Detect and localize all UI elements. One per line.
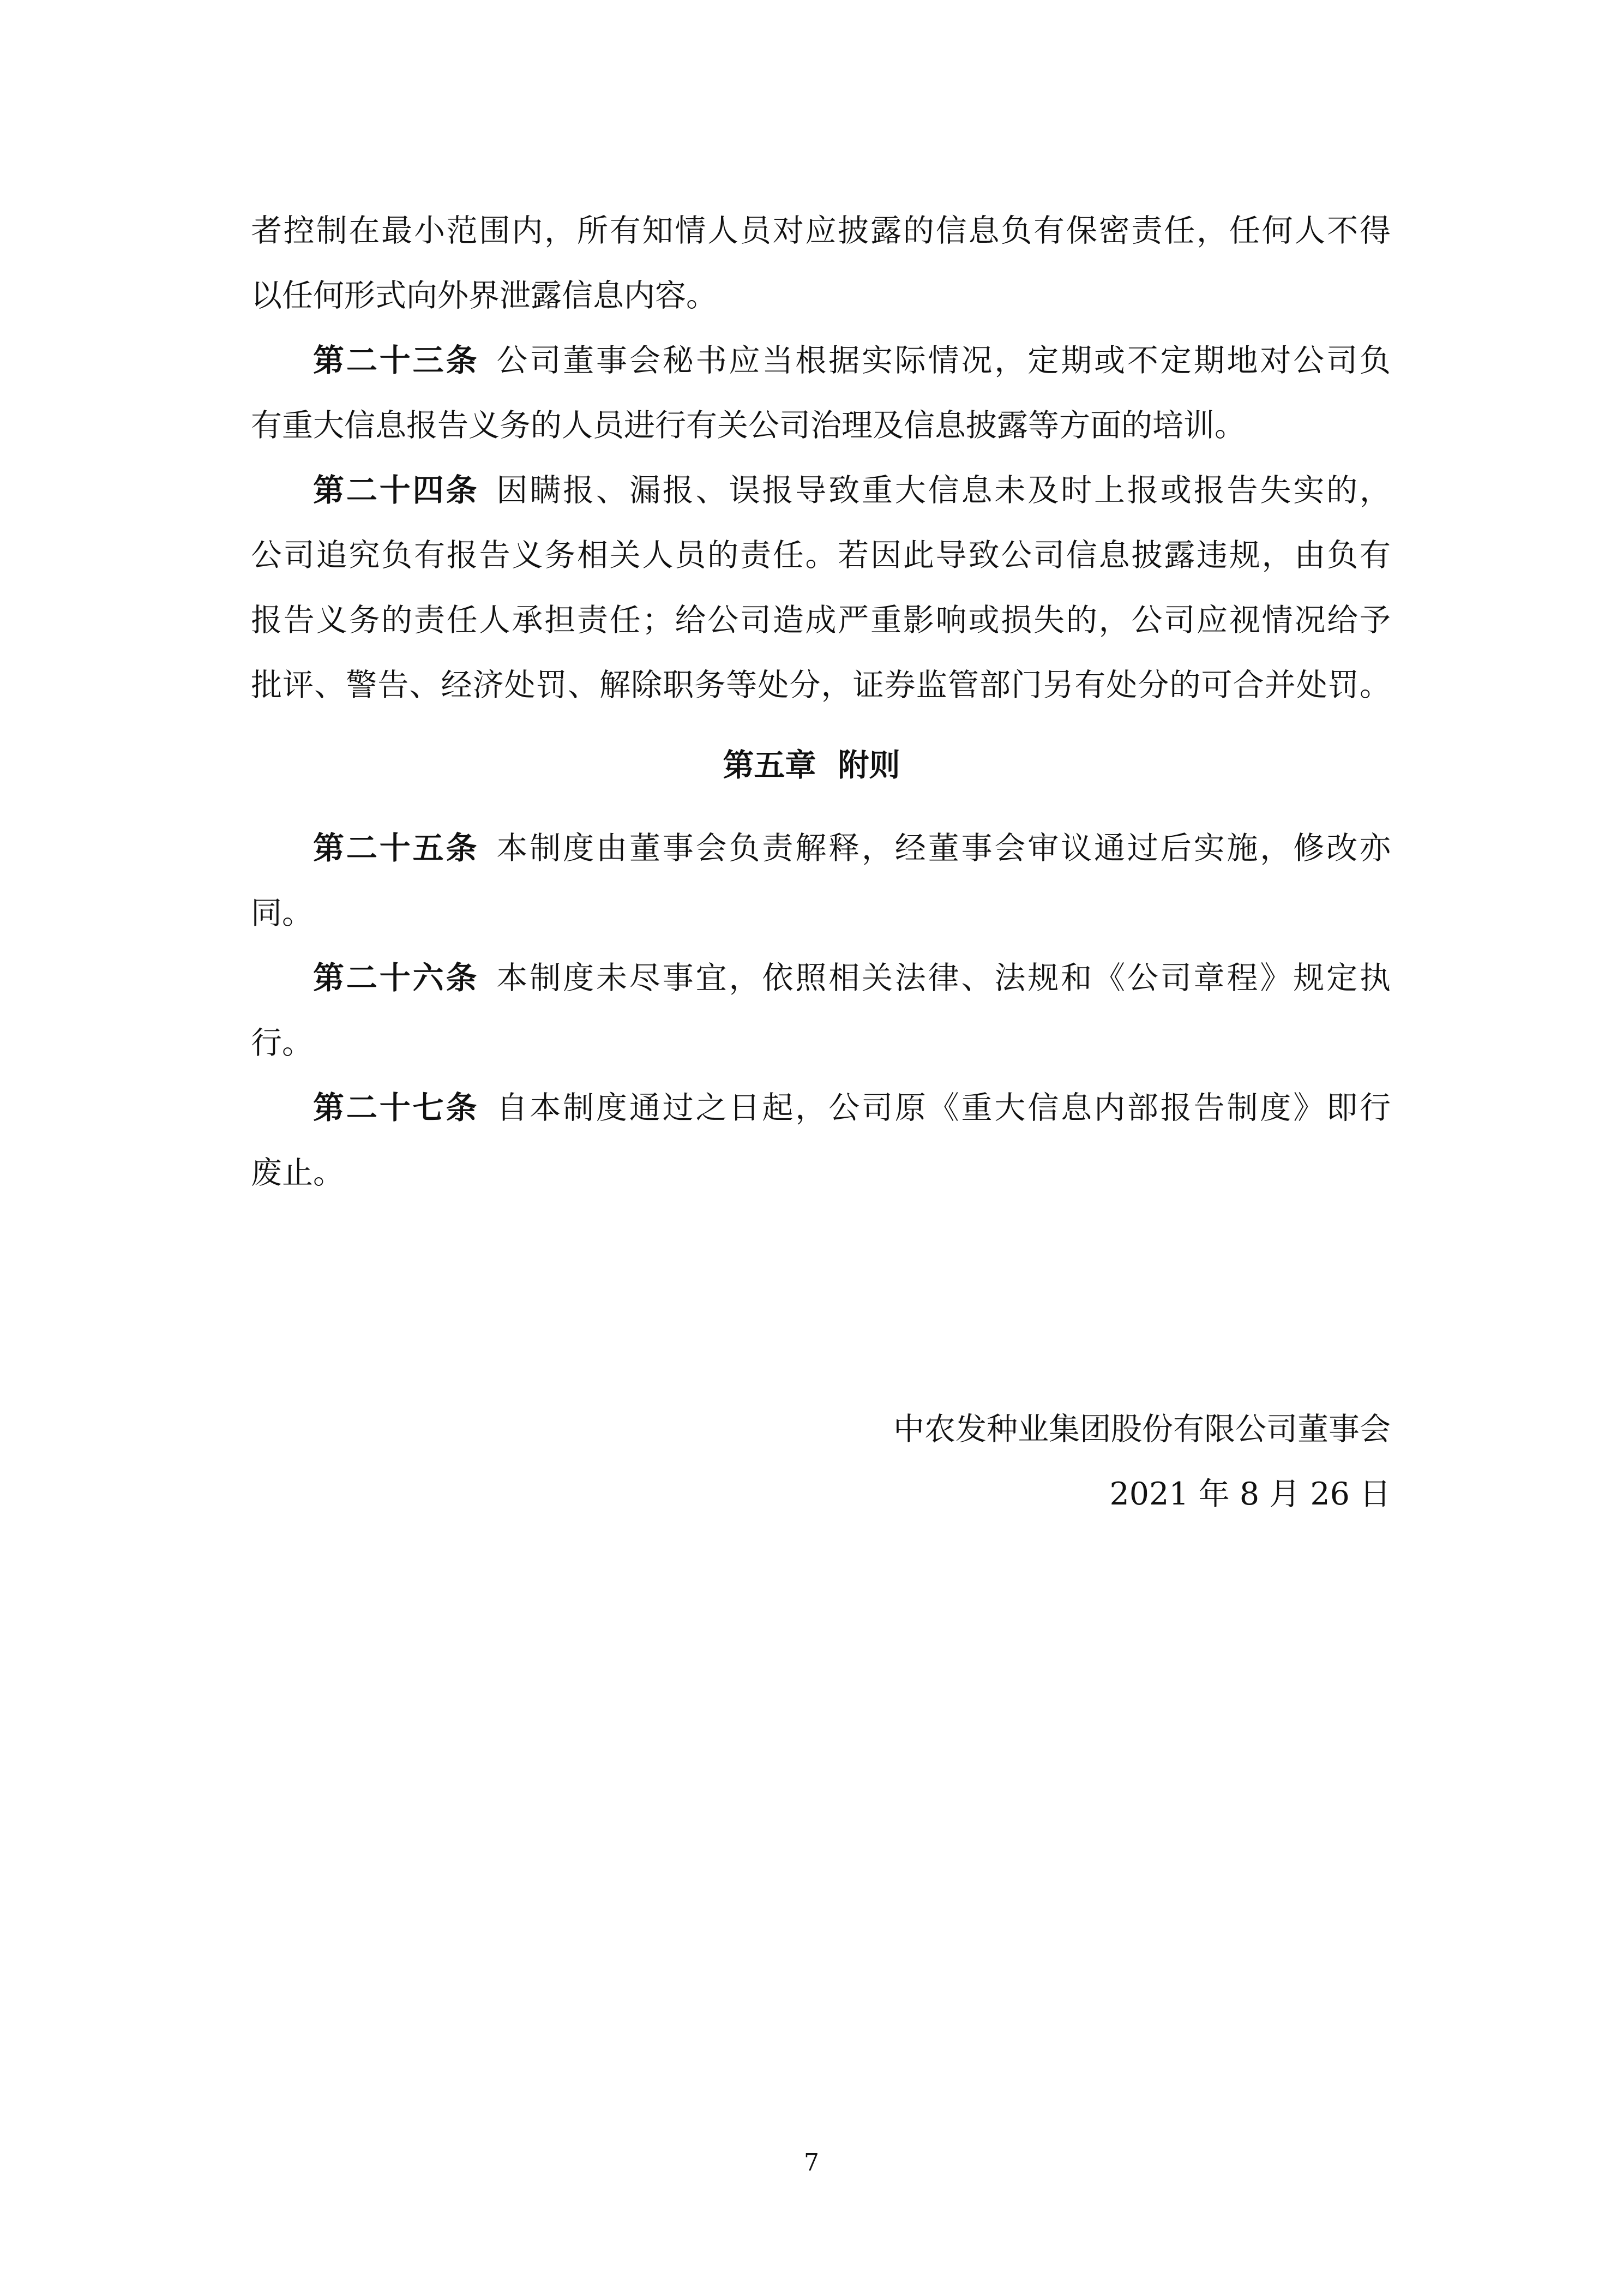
article-text: 因瞒报、漏报、误报导致重大信息未及时上报或报告失实的，	[496, 472, 1391, 508]
page-number: 7	[804, 2149, 819, 2177]
article-25	[251, 824, 1391, 873]
chapter-number: 第五章	[723, 747, 816, 783]
article-27	[251, 1083, 1391, 1132]
paragraph-line: 行。	[251, 1025, 313, 1061]
paragraph-line: 公司追究负有报告义务相关人员的责任。若因此导致公司信息披露违规，由负有	[251, 537, 1391, 573]
paragraph-line: 批评、警告、经济处罚、解除职务等处分，证券监管部门另有处分的可合并处罚。	[251, 667, 1391, 703]
chapter-heading	[0, 741, 1623, 790]
signature-organization: 中农发种业集团股份有限公司董事会	[893, 1411, 1391, 1447]
article-text: 本制度由董事会负责解释，经董事会审议通过后实施，修改亦	[496, 830, 1391, 866]
chapter-title: 附则	[838, 747, 900, 783]
article-label: 第二十七条	[313, 1090, 479, 1126]
article-text: 公司董事会秘书应当根据实际情况，定期或不定期地对公司负	[496, 343, 1391, 379]
article-label: 第二十五条	[313, 830, 479, 866]
article-26	[251, 954, 1391, 1003]
article-label: 第二十四条	[313, 472, 479, 508]
article-23	[251, 336, 1391, 385]
paragraph-line: 废止。	[251, 1155, 344, 1191]
article-text: 本制度未尽事宜，依照相关法律、法规和《公司章程》规定执	[496, 960, 1391, 996]
paragraph-line: 者控制在最小范围内，所有知情人员对应披露的信息负有保密责任，任何人不得	[251, 213, 1391, 249]
paragraph-line: 有重大信息报告义务的人员进行有关公司治理及信息披露等方面的培训。	[251, 407, 1246, 443]
paragraph-line: 同。	[251, 895, 313, 931]
paragraph-line: 以任何形式向外界泄露信息内容。	[251, 278, 717, 314]
paragraph-line: 报告义务的责任人承担责任；给公司造成严重影响或损失的，公司应视情况给予	[251, 602, 1391, 638]
article-label: 第二十六条	[313, 960, 479, 996]
article-24	[251, 466, 1391, 515]
article-label: 第二十三条	[313, 343, 479, 379]
article-text: 自本制度通过之日起，公司原《重大信息内部报告制度》即行	[496, 1090, 1391, 1126]
signature-date: 2021 年 8 月 26 日	[1109, 1476, 1391, 1512]
